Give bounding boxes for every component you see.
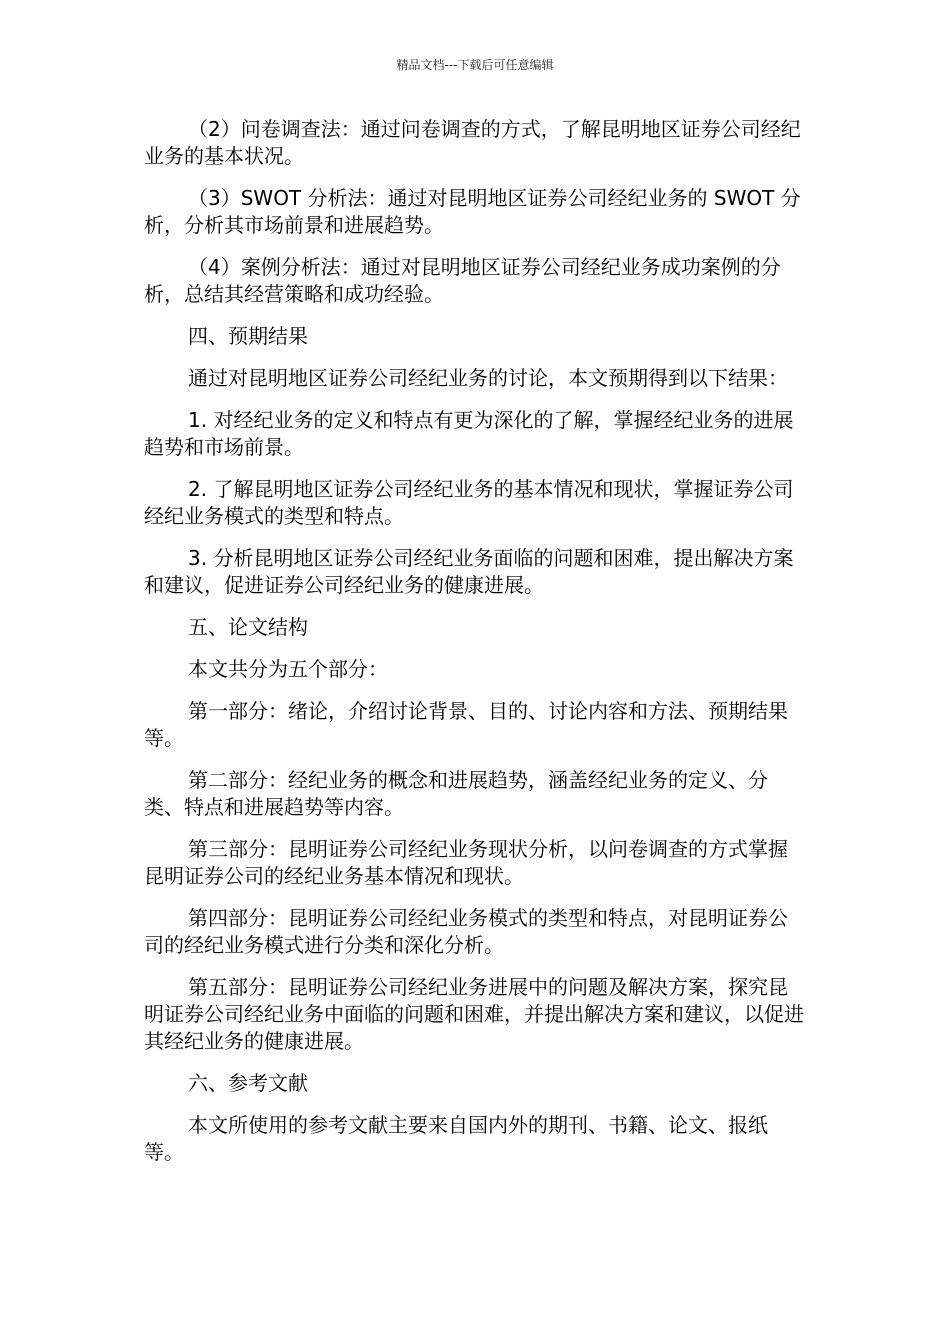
- section-heading-expected-results: 四、预期结果: [188, 324, 308, 348]
- method-swot: （3）SWOT 分析法：通过对昆明地区证券公司经纪业务的 SWOT 分析，分析其市场前景和进展趋势。: [144, 186, 801, 237]
- expected-result-2: 2. 了解昆明地区证券公司经纪业务的基本情况和现状，掌握证券公司经纪业务模式的类型和特点。: [144, 477, 794, 528]
- method-case-study: （4）案例分析法：通过对昆明地区证券公司经纪业务成功案例的分析，总结其经营策略和成功经验。: [144, 255, 781, 306]
- expected-result-1: 1. 对经纪业务的定义和特点有更为深化的了解，掌握经纪业务的进展趋势和市场前景。: [144, 408, 794, 459]
- expected-results-intro: 通过对昆明地区证券公司经纪业务的讨论，本文预期得到以下结果：: [188, 366, 788, 390]
- structure-part-3: 第三部分：昆明证券公司经纪业务现状分析，以问卷调查的方式掌握昆明证券公司的经纪业务基本情况和现状。: [144, 837, 788, 888]
- page-header: 精品文档---下载后可任意编辑: [396, 58, 554, 72]
- structure-part-1: 第一部分：绪论，介绍讨论背景、目的、讨论内容和方法、预期结果等。: [144, 699, 788, 750]
- structure-intro: 本文共分为五个部分：: [188, 657, 388, 681]
- method-questionnaire: （2）问卷调查法：通过问卷调查的方式，了解昆明地区证券公司经纪业务的基本状况。: [144, 117, 801, 168]
- expected-result-3: 3. 分析昆明地区证券公司经纪业务面临的问题和困难，提出解决方案和建议，促进证券公司经纪业务的健康进展。: [144, 546, 794, 597]
- references-text: 本文所使用的参考文献主要来自国内外的期刊、书籍、论文、报纸等。: [144, 1113, 768, 1164]
- structure-part-5: 第五部分：昆明证券公司经纪业务进展中的问题及解决方案，探究昆明证券公司经纪业务中面临的问题和困难，并提出解决方案和建议，以促进其经纪业务的健康进展。: [144, 975, 804, 1053]
- structure-part-2: 第二部分：经纪业务的概念和进展趋势，涵盖经纪业务的定义、分类、特点和进展趋势等内容。: [144, 768, 768, 819]
- structure-part-4: 第四部分：昆明证券公司经纪业务模式的类型和特点，对昆明证券公司的经纪业务模式进行分类和深化分析。: [144, 906, 788, 957]
- section-heading-references: 六、参考文献: [188, 1071, 308, 1095]
- section-heading-structure: 五、论文结构: [188, 615, 308, 639]
- document-body: [144, 116, 806, 1181]
